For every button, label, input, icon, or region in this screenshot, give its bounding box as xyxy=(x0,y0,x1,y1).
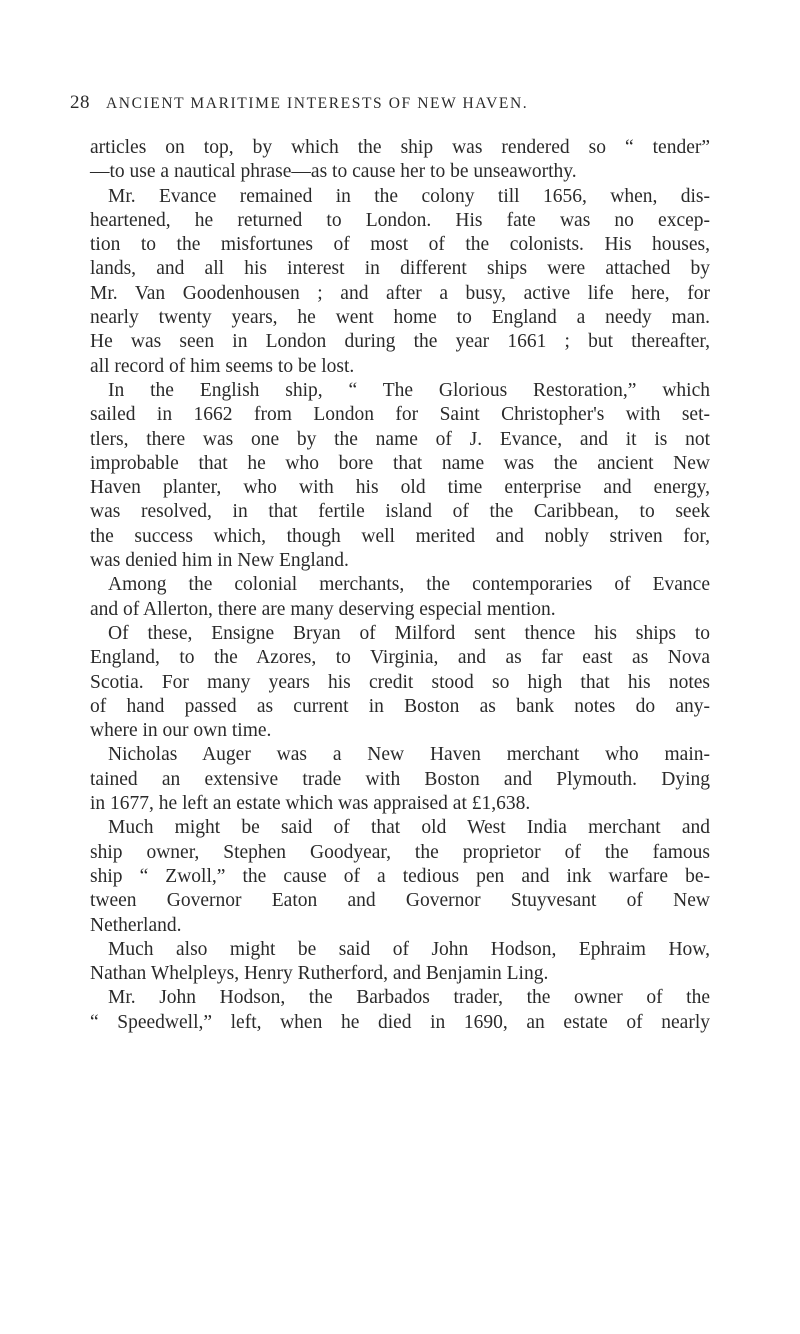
text-line: was resolved, in that fertile island of the Caribbean, to seek xyxy=(90,501,710,523)
text-line: and of Allerton, there are many deserving especial mention. xyxy=(90,598,556,620)
text-line: improbable that he who bore that name was the ancient New xyxy=(90,452,710,474)
text-line: the success which, though well merited and nobly striven for, xyxy=(90,525,710,547)
text-line: tween Governor Eaton and Governor Stuyvesant of New xyxy=(90,890,710,912)
text-line: nearly twenty years, he went home to England a needy man. xyxy=(90,307,710,329)
text-line: In the English ship, “ The Glorious Restoration,” which xyxy=(108,379,710,401)
page-number: 28 xyxy=(70,92,90,113)
text-line: Netherland. xyxy=(90,914,182,936)
text-line: Much also might be said of John Hodson, Ephraim How, xyxy=(108,938,710,960)
text-line: articles on top, by which the ship was rendered so “ tender” xyxy=(90,137,710,158)
text-line: Among the colonial merchants, the contemporaries of Evance xyxy=(108,574,710,596)
text-line: He was seen in London during the year 1661 ; but thereafter, xyxy=(90,331,710,353)
text-line: Nathan Whelpleys, Henry Rutherford, and Benjamin Ling. xyxy=(90,963,549,985)
text-line: lands, and all his interest in different ships were attached by xyxy=(90,258,710,280)
text-line: ship owner, Stephen Goodyear, the proprietor of the famous xyxy=(90,841,710,863)
text-line: heartened, he returned to London. His fate was no excep- xyxy=(90,209,710,231)
running-head xyxy=(70,92,710,122)
text-line: all record of him seems to be lost. xyxy=(90,355,355,377)
text-line: England, to the Azores, to Virginia, and as far east as Nova xyxy=(90,647,710,669)
text-line: in 1677, he left an estate which was appraised at £1,638. xyxy=(90,793,531,815)
text-line: tained an extensive trade with Boston and Plymouth. Dying xyxy=(90,768,710,790)
text-line: ship “ Zwoll,” the cause of a tedious pen and ink warfare be- xyxy=(90,865,710,887)
text-line: Mr. John Hodson, the Barbados trader, the owner of the xyxy=(108,987,710,1009)
text-line: tlers, there was one by the name of J. Evance, and it is not xyxy=(90,428,710,450)
text-line: Nicholas Auger was a New Haven merchant who main- xyxy=(108,744,710,766)
text-line: where in our own time. xyxy=(90,720,272,742)
text-line: of hand passed as current in Boston as bank notes do any- xyxy=(90,695,710,717)
text-line: Mr. Evance remained in the colony till 1656, when, dis- xyxy=(108,185,710,207)
text-line: was denied him in New England. xyxy=(90,550,349,572)
text-line: sailed in 1662 from London for Saint Christopher's with set- xyxy=(90,404,710,426)
text-line: Of these, Ensigne Bryan of Milford sent thence his ships to xyxy=(108,622,710,644)
text-line: “ Speedwell,” left, when he died in 1690, an estate of nearly xyxy=(90,1011,710,1033)
running-title: ANCIENT MARITIME INTERESTS OF NEW HAVEN. xyxy=(106,95,529,112)
text-line: Haven planter, who with his old time enterprise and energy, xyxy=(90,477,710,499)
text-line: Much might be said of that old West India merchant and xyxy=(108,817,710,839)
text-line: —to use a nautical phrase—as to cause her to be unseaworthy. xyxy=(90,161,577,183)
text-line: tion to the misfortunes of most of the colonists. His houses, xyxy=(90,234,710,256)
text-line: Mr. Van Goodenhousen ; and after a busy, active life here, for xyxy=(90,282,710,304)
body-text xyxy=(90,136,710,1035)
text-line: Scotia. For many years his credit stood so high that his notes xyxy=(90,671,710,693)
